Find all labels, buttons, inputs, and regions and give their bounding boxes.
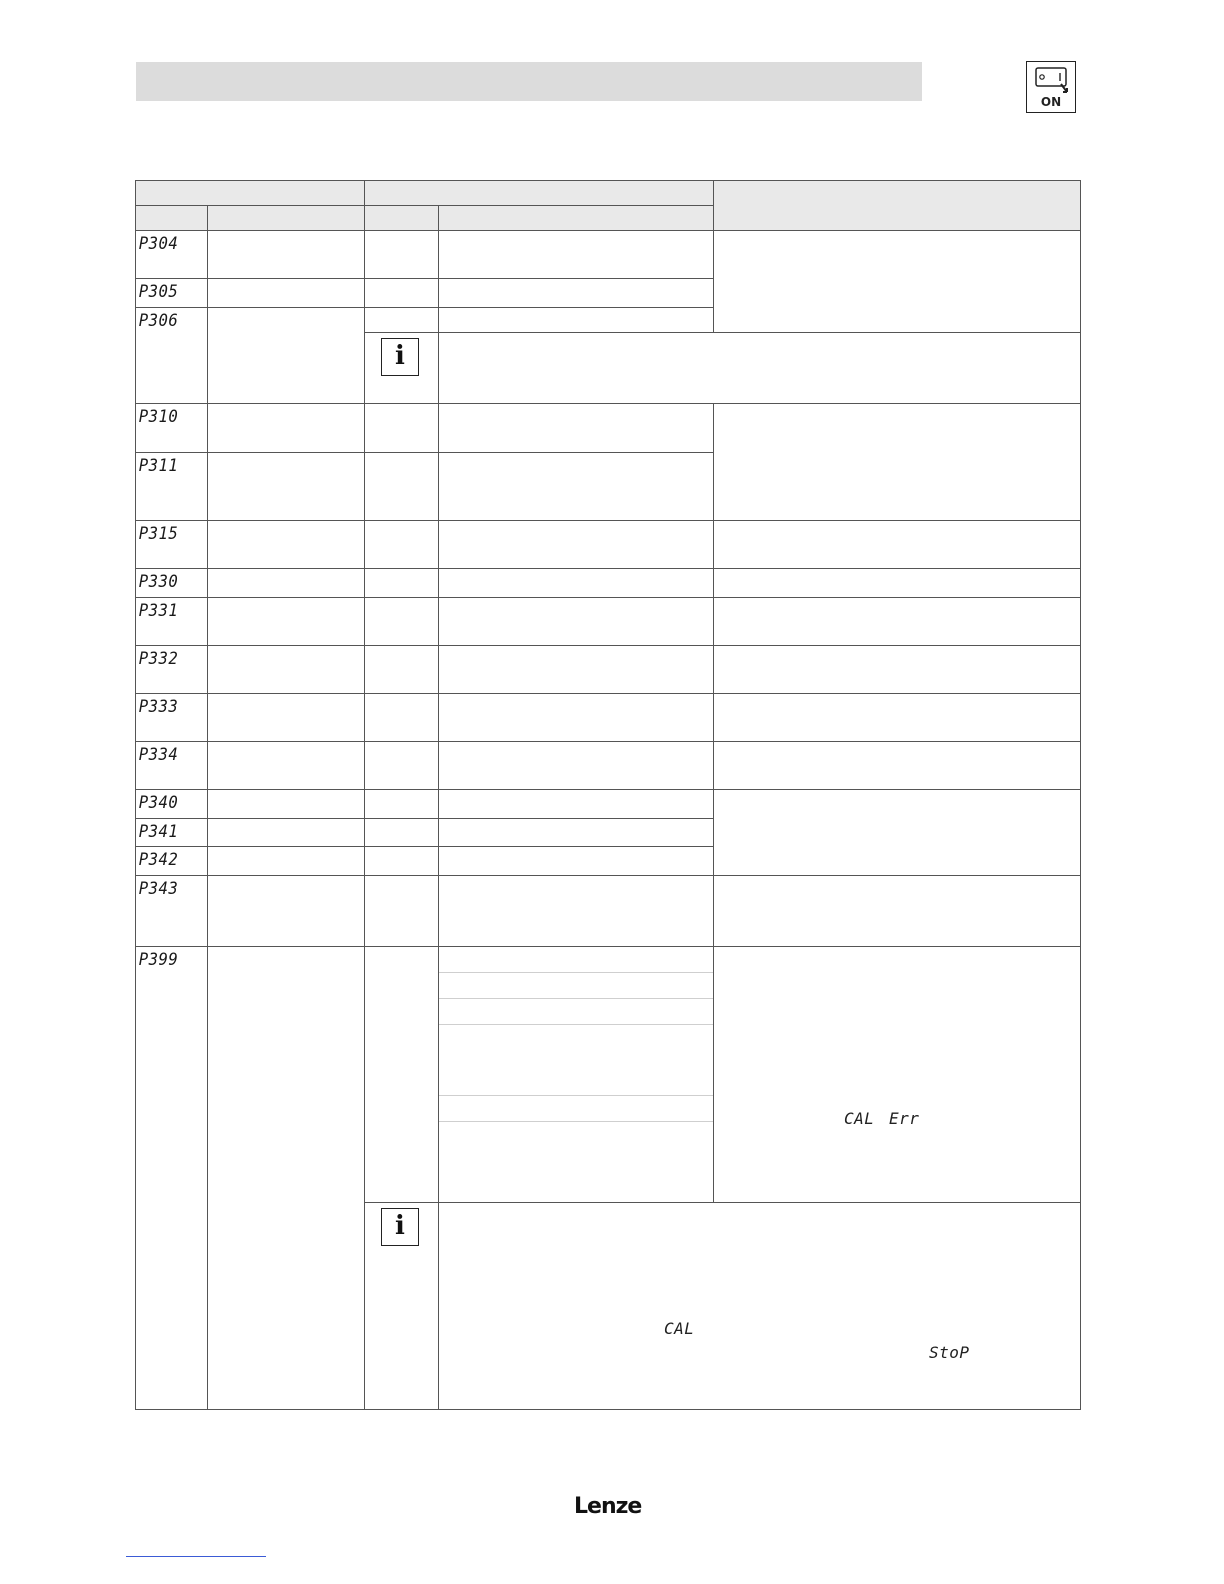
table-row [136,947,1081,1203]
table-row [136,742,1081,790]
header-default [365,206,439,231]
parameter-code: P311 [138,456,179,476]
header-code-group [136,181,365,206]
header-selection [439,206,714,231]
table-row [136,694,1081,742]
parameter-code: P304 [138,234,179,254]
header-important [714,181,1081,231]
table-row [136,521,1081,569]
parameter-code: P340 [138,793,179,813]
table-row [136,598,1081,646]
table-header-row [136,181,1081,206]
info-note-text [439,333,1081,404]
display-err: Err [889,1109,920,1128]
table-row [136,646,1081,694]
on-label: ON [1040,95,1062,109]
parameter-code: P330 [138,572,179,592]
info-icon: i [381,1208,419,1246]
footer-link-underline[interactable] [126,1556,266,1557]
parameter-code: P331 [138,601,179,621]
parameter-code: P342 [138,850,179,870]
parameter-code: P332 [138,649,179,669]
parameter-code: P399 [138,950,179,970]
parameter-code: P343 [138,879,179,899]
remark-cell [714,231,1081,333]
header-name [208,206,365,231]
header-setting-group [365,181,714,206]
parameter-code: P315 [138,524,179,544]
section-header-bar [136,62,922,101]
lenze-logo: Lenze [574,1494,642,1519]
display-cal-note: CAL [664,1319,695,1338]
header-no [136,206,208,231]
table-row [136,404,1081,453]
table-row [136,569,1081,598]
parameter-code: P305 [138,282,179,302]
remark-cell [714,947,1081,1203]
table-row [136,876,1081,947]
parameter-code: P341 [138,822,179,842]
parameter-code: P306 [138,311,179,331]
parameter-code: P310 [138,407,179,427]
display-cal: CAL [844,1109,875,1128]
table-row [136,790,1081,819]
parameter-code: P333 [138,697,179,717]
selection-list [439,947,714,1203]
info-icon: i [381,338,419,376]
info-note-text [439,1203,1081,1410]
parameter-table [135,180,1081,1410]
parameter-code: P334 [138,745,179,765]
table-row [136,231,1081,279]
display-stop-note: StoP [929,1343,970,1362]
power-on-icon [1026,61,1076,113]
